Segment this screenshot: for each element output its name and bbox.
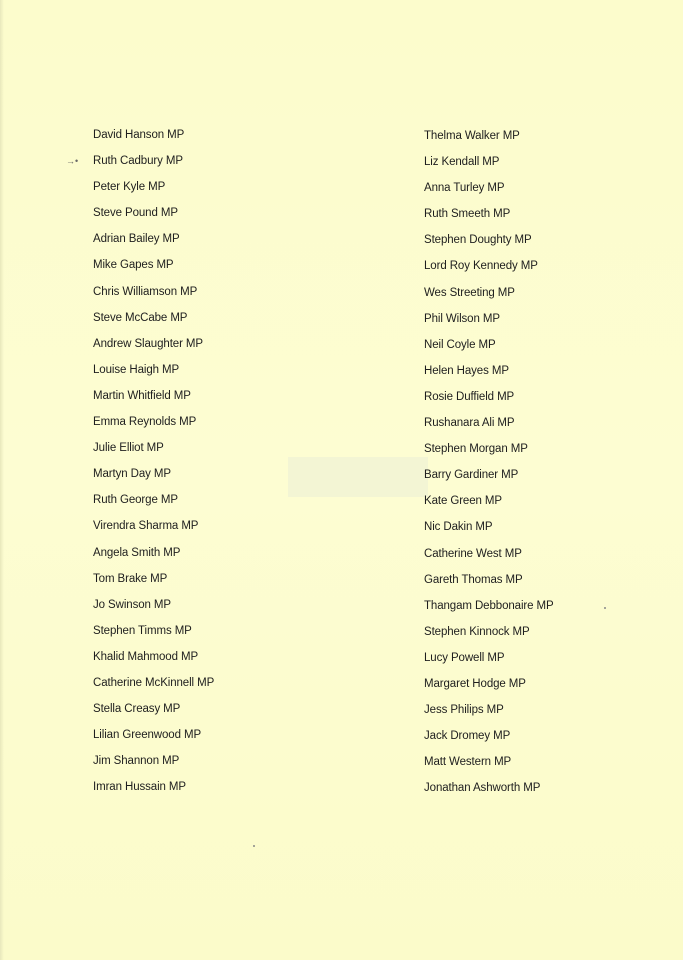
signatory-name: Jonathan Ashworth MP — [424, 782, 541, 795]
signatory-name: Phil Wilson MP — [424, 312, 500, 325]
signatory-name: Stephen Kinnock MP — [424, 625, 530, 638]
signatory-name: Gareth Thomas MP — [424, 573, 523, 586]
signatory-name: Khalid Mahmood MP — [93, 650, 199, 663]
signatory-name: Peter Kyle MP — [93, 181, 166, 194]
signatory-name: Margaret Hodge MP — [424, 677, 526, 690]
signatory-name: Ruth George MP — [93, 494, 178, 507]
signatory-name: Thelma Walker MP — [424, 130, 520, 142]
signatory-name: Jack Dromey MP — [424, 730, 511, 743]
signatory-name: Stephen Timms MP — [93, 624, 192, 637]
signatory-name: Kate Green MP — [424, 495, 502, 508]
signatory-name: Steve Pound MP — [93, 207, 178, 220]
signatory-name: Lucy Powell MP — [424, 651, 505, 664]
signatory-name: Jess Philips MP — [424, 704, 504, 717]
signatory-name: Barry Gardiner MP — [424, 469, 519, 482]
signatory-name: Mike Gapes MP — [93, 259, 174, 272]
scan-speck — [604, 607, 606, 609]
signatory-name: Chris Williamson MP — [93, 285, 198, 298]
signatory-name: Stella Creasy MP — [93, 703, 181, 716]
signatory-name: Jim Shannon MP — [93, 755, 180, 768]
signatory-name: Imran Hussain MP — [93, 781, 186, 794]
signatory-name: Lord Roy Kennedy MP — [424, 260, 538, 273]
signatory-name: Emma Reynolds MP — [93, 416, 197, 429]
signatory-name: Stephen Morgan MP — [424, 443, 528, 456]
signatory-name: Rushanara Ali MP — [424, 417, 515, 430]
signatory-name: Rosie Duffield MP — [424, 390, 515, 403]
signatory-list-right — [424, 128, 554, 806]
signatory-name: Liz Kendall MP — [424, 156, 500, 169]
signatory-name: Catherine West MP — [424, 547, 522, 560]
signatory-name: Andrew Slaughter MP — [93, 337, 203, 350]
signatory-name: Wes Streeting MP — [424, 286, 515, 299]
signatory-name: Steve McCabe MP — [93, 311, 188, 324]
pen-mark-icon: →• — [66, 156, 79, 166]
signatory-name: David Hanson MP — [93, 129, 185, 141]
signatory-name: Lilian Greenwood MP — [93, 729, 202, 742]
signatory-name: Catherine McKinnell MP — [93, 676, 215, 689]
signatory-name: Angela Smith MP — [93, 546, 181, 559]
signatory-name: Thangam Debbonaire MP — [424, 599, 554, 612]
signatory-name: Neil Coyle MP — [424, 338, 496, 351]
scan-speck — [253, 845, 255, 847]
page-edge-shadow — [0, 0, 4, 960]
signatory-name: Ruth Cadbury MP — [93, 155, 183, 168]
signatory-name: Louise Haigh MP — [93, 363, 180, 376]
signatory-name: Julie Elliot MP — [93, 442, 164, 455]
signatory-name: Martyn Day MP — [93, 468, 171, 481]
signatory-name: Tom Brake MP — [93, 572, 168, 585]
signatory-name: Adrian Bailey MP — [93, 233, 180, 246]
signatory-name: Anna Turley MP — [424, 182, 505, 195]
signatory-name: Stephen Doughty MP — [424, 234, 532, 247]
scan-smudge — [288, 457, 428, 497]
signatory-list-left — [93, 127, 214, 805]
signatory-name: Matt Western MP — [424, 756, 512, 769]
signatory-name: Helen Hayes MP — [424, 364, 509, 377]
signatory-name: Ruth Smeeth MP — [424, 208, 511, 221]
signatory-name: Virendra Sharma MP — [93, 520, 199, 533]
signatory-name: Nic Dakin MP — [424, 521, 493, 534]
signatory-name: Martin Whitfield MP — [93, 389, 191, 402]
signatory-name: Jo Swinson MP — [93, 598, 171, 611]
